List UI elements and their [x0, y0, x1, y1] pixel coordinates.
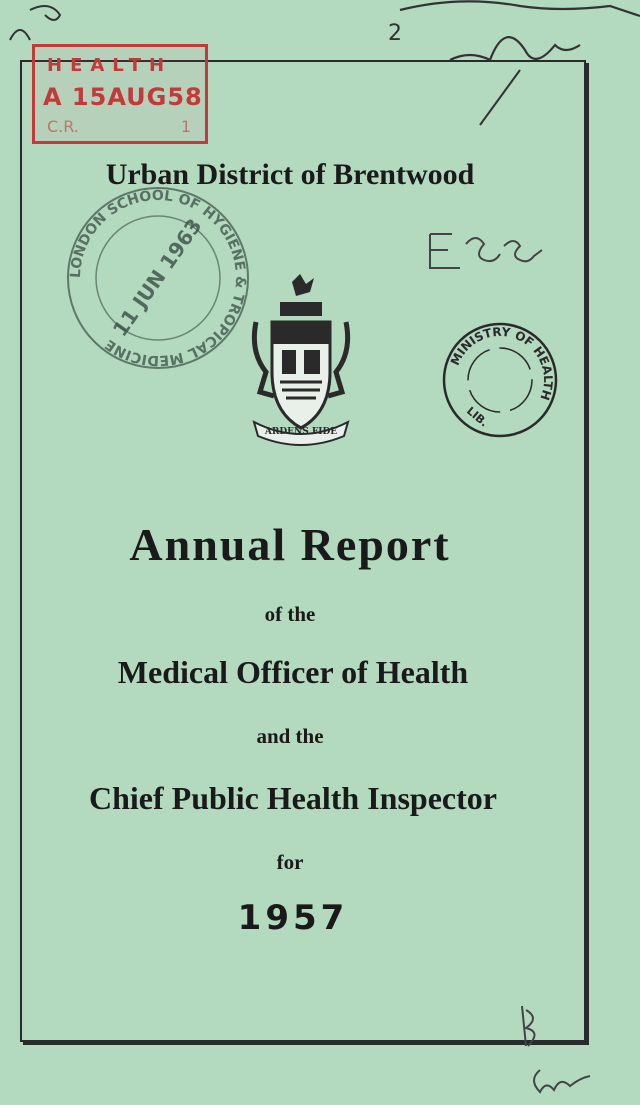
- stamp-line-4: 1: [180, 117, 191, 136]
- round-stamp-date: 11 JUN 1963: [107, 214, 207, 341]
- district-title: Urban District of Brentwood: [105, 158, 475, 191]
- ministry-ring-text: MINISTRY OF HEALTH: [447, 324, 556, 403]
- stamp-line-2: A 15AUG58: [43, 83, 203, 111]
- stamp-line-3: C.R.: [47, 117, 79, 136]
- for-text: for: [276, 850, 304, 874]
- report-title: Annual Report: [129, 519, 451, 570]
- coat-of-arms-crest: [246, 272, 356, 452]
- report-year: 1957: [237, 898, 349, 938]
- of-the-text: of the: [264, 602, 316, 626]
- stamp-line-1: HEALTH: [47, 55, 173, 76]
- ministry-inner-text: LIB.: [464, 404, 491, 430]
- library-round-stamp: [58, 178, 258, 378]
- office-medical-officer: Medical Officer of Health: [117, 654, 469, 690]
- handwritten-number: 2: [388, 21, 402, 46]
- round-stamp-ring-text: LONDON SCHOOL OF HYGIENE & TROPICAL MEDICINE: [67, 187, 249, 369]
- essex-note-text: Essex: [418, 220, 421, 221]
- office-chief-inspector: Chief Public Health Inspector: [89, 780, 497, 816]
- handwritten-annotation-bottom: [500, 1000, 610, 1100]
- and-the-text: and the: [256, 724, 324, 748]
- handwritten-essex-note: [418, 220, 548, 280]
- crest-motto: ARDENS FIDE: [264, 427, 338, 437]
- received-stamp: [32, 44, 208, 144]
- ministry-of-health-stamp: [440, 320, 560, 440]
